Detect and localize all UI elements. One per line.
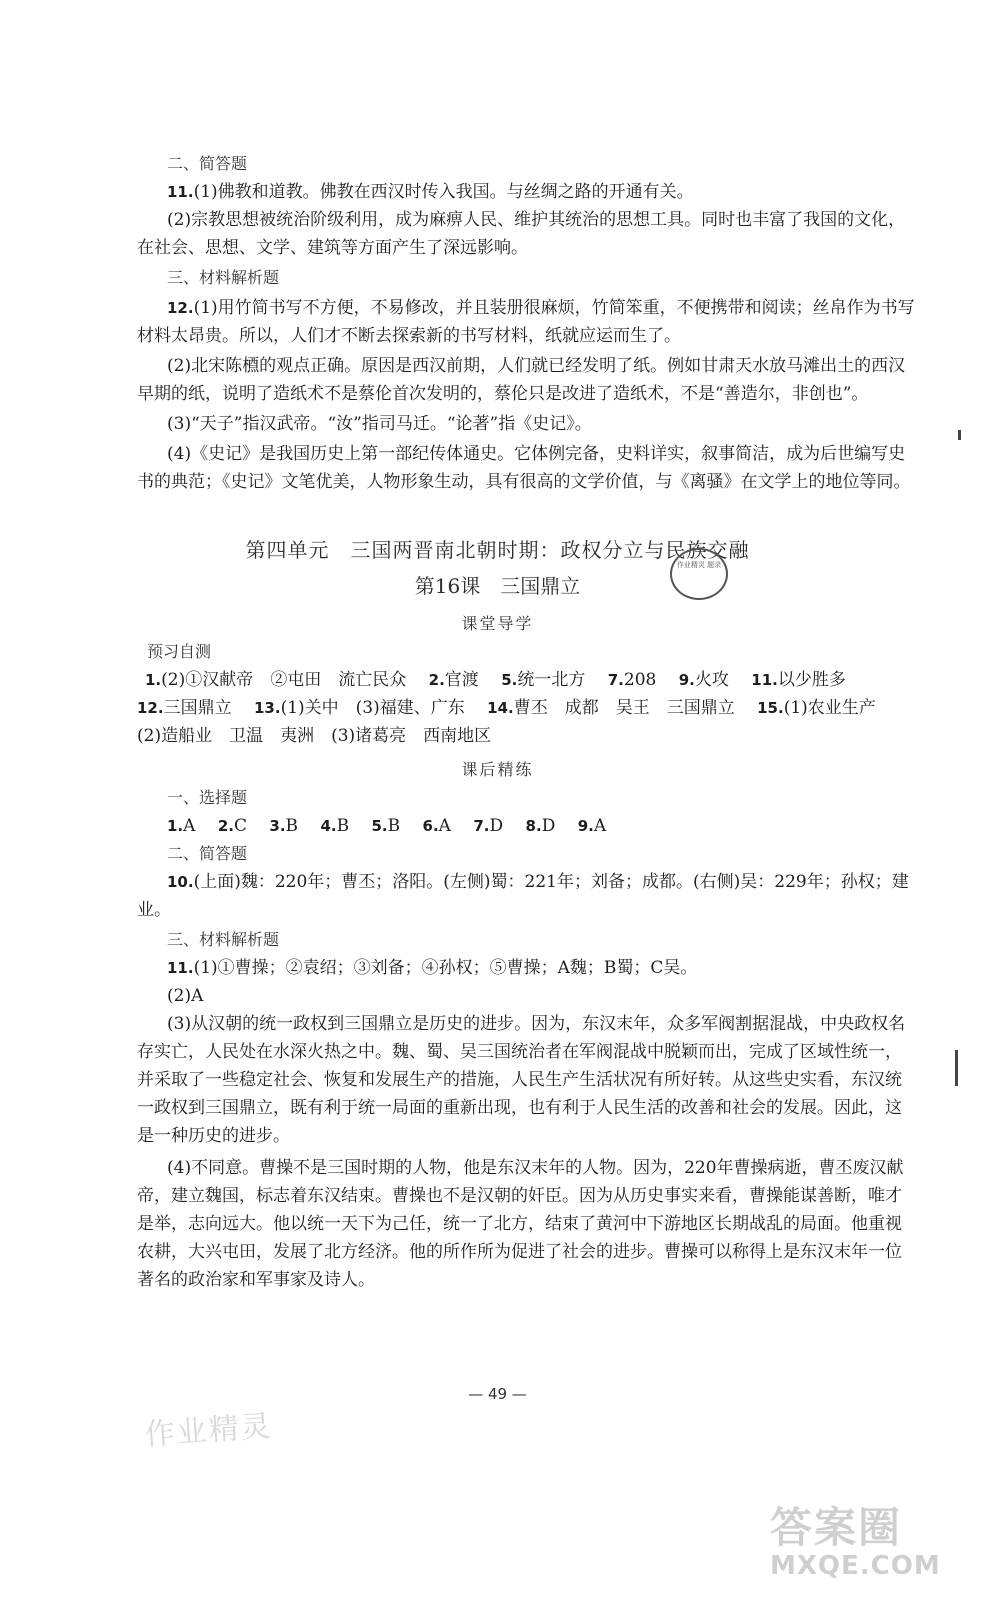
answer-q12-part4: (4)《史记》是我国历史上第一部纪传体通史。它体例完备，史料详实，叙事简洁，成为后世编写史书的典范；《史记》文笔优美，人物形象生动，具有很高的文学价值，与《离骚》在文学上的地位等同。 bbox=[137, 444, 911, 492]
answer-q11-part1 bbox=[167, 178, 917, 206]
choice-item: 1.A bbox=[167, 816, 213, 836]
choice-item: 5.B bbox=[371, 816, 418, 836]
answer-item: 2.官渡 bbox=[428, 670, 496, 690]
section-heading-short-answer-2: 二、简答题 bbox=[167, 844, 248, 863]
section-heading-material-analysis: 三、材料解析题 bbox=[167, 268, 280, 287]
answer-item: 14.曹丕 成都 吴王 三国鼎立 bbox=[487, 698, 752, 718]
answer-item: 11.以少胜多 bbox=[751, 670, 846, 690]
question-number: 12. bbox=[167, 299, 194, 317]
preview-test-heading: 预习自测 bbox=[147, 642, 212, 661]
lesson-title: 第16课 三国鼎立 bbox=[414, 574, 581, 598]
watermark-bottom-left: 作业精灵 bbox=[143, 1409, 274, 1453]
section-heading-choice: 一、选择题 bbox=[167, 788, 248, 807]
watermark-brand: 答案圈 bbox=[770, 1503, 903, 1552]
answer-q12-part1 bbox=[137, 294, 917, 350]
watermark-bottom-right bbox=[770, 1505, 985, 1595]
answer-item: 7.208 bbox=[607, 670, 674, 690]
section-heading-material-analysis-2: 三、材料解析题 bbox=[167, 930, 280, 949]
answer-item: 1.(2)①汉献帝 ②屯田 流亡民众 bbox=[145, 670, 424, 690]
scan-mark bbox=[955, 1050, 958, 1086]
answer-item: 9.火攻 bbox=[678, 670, 746, 690]
choice-item: 8.D bbox=[525, 816, 573, 836]
preview-answers-line2 bbox=[137, 694, 917, 722]
answer-q11-part2: (2)宗教思想被统治阶级利用，成为麻痹人民、维护其统治的思想工具。同时也丰富了我国的文化，在社会、思想、文学、建筑等方面产生了深远影响。 bbox=[137, 210, 906, 258]
answer-item: 5.统一北方 bbox=[501, 670, 603, 690]
question-number: 10. bbox=[167, 873, 194, 891]
answer-item: 15.(1)农业生产 bbox=[757, 698, 876, 718]
choice-item: 3.B bbox=[269, 816, 316, 836]
choice-answers bbox=[167, 812, 917, 840]
preview-answers-line3: (2)造船业 卫温 夷洲 (3)诸葛亮 西南地区 bbox=[137, 726, 492, 746]
answer-text: (1)①曹操；②袁绍；③刘备；④孙权；⑤曹操；A魏；B蜀；C吴。 bbox=[193, 958, 698, 978]
page-number: — 49 — bbox=[468, 1385, 527, 1403]
answer-item: 12.三国鼎立 bbox=[137, 698, 249, 718]
answer-item: 13.(1)关中 (3)福建、广东 bbox=[253, 698, 482, 718]
answer-text: (上面)魏：220年；曹丕；洛阳。(左侧)蜀：221年；刘备；成都。(右侧)吴：229年；孙权；建业。 bbox=[137, 872, 909, 920]
answer-q11-part1-b bbox=[167, 954, 917, 982]
subheading-after-class: 课后精练 bbox=[461, 760, 534, 779]
question-number: 11. bbox=[167, 959, 194, 977]
answer-text: (1)佛教和道教。佛教在西汉时传入我国。与丝绸之路的开通有关。 bbox=[193, 182, 694, 202]
answer-q11-part4-b: (4)不同意。曹操不是三国时期的人物，他是东汉末年的人物。因为，220年曹操病逝，曹丕废汉献帝，建立魏国，标志着东汉结束。曹操也不是汉朝的奸臣。因为从历史事实来看，曹操能谋善断，唯才是举，志向远大。他以统一天下为己任，统一了北方，结束了黄河中下游地区长期战乱的局面。他重视农耕，大兴屯田，发展了北方经济。他的所作所为促进了社会的进步。曹操可以称得上是东汉末年一位著名的政治家和军事家及诗人。 bbox=[137, 1158, 904, 1290]
section-heading-short-answer: 二、简答题 bbox=[167, 154, 248, 173]
choice-item: 2.C bbox=[217, 816, 264, 836]
choice-item: 6.A bbox=[422, 816, 468, 836]
answer-q12-part3: (3)“天子”指汉武帝。“汝”指司马迁。“论著”指《史记》。 bbox=[167, 414, 592, 434]
question-number: 11. bbox=[167, 183, 194, 201]
stamp-seal: 作业精灵 题录 bbox=[670, 548, 728, 600]
scan-mark bbox=[958, 430, 961, 440]
choice-item: 4.B bbox=[320, 816, 367, 836]
answer-q12-part2: (2)北宋陈槱的观点正确。原因是西汉前期，人们就已经发明了纸。例如甘肃天水放马滩出土的西汉早期的纸，说明了造纸术不是蔡伦首次发明的，蔡伦只是改进了造纸术，不是“善造尔，非创也”。 bbox=[137, 356, 906, 404]
answer-q10 bbox=[137, 868, 917, 924]
answer-q11-part2-b: (2)A bbox=[167, 986, 204, 1006]
subheading-classroom: 课堂导学 bbox=[461, 614, 534, 633]
choice-item: 9.A bbox=[577, 816, 607, 836]
watermark-domain: MXQE.COM bbox=[770, 1551, 941, 1581]
preview-answers-line1 bbox=[145, 666, 917, 694]
answer-q11-part3-b: (3)从汉朝的统一政权到三国鼎立是历史的进步。因为，东汉末年，众多军阀割据混战，中央政权名存实亡，人民处在水深火热之中。魏、蜀、吴三国统治者在军阀混战中脱颖而出，完成了区域性统一，并采取了一些稳定社会、恢复和发展生产的措施，人民生产生活状况有所好转。从这些史实看，东汉统一政权到三国鼎立，既有利于统一局面的重新出现，也有利于人民生活的改善和社会的发展。因此，这是一种历史的进步。 bbox=[137, 1014, 906, 1146]
unit-title: 第四单元 三国两晋南北朝时期：政权分立与民族交融 bbox=[245, 538, 750, 562]
answer-text: (1)用竹简书写不方便，不易修改，并且装册很麻烦，竹简笨重，不便携带和阅读；丝帛作为书写材料太昂贵。所以，人们才不断去探索新的书写材料，纸就应运而生了。 bbox=[137, 298, 915, 346]
choice-item: 7.D bbox=[473, 816, 521, 836]
